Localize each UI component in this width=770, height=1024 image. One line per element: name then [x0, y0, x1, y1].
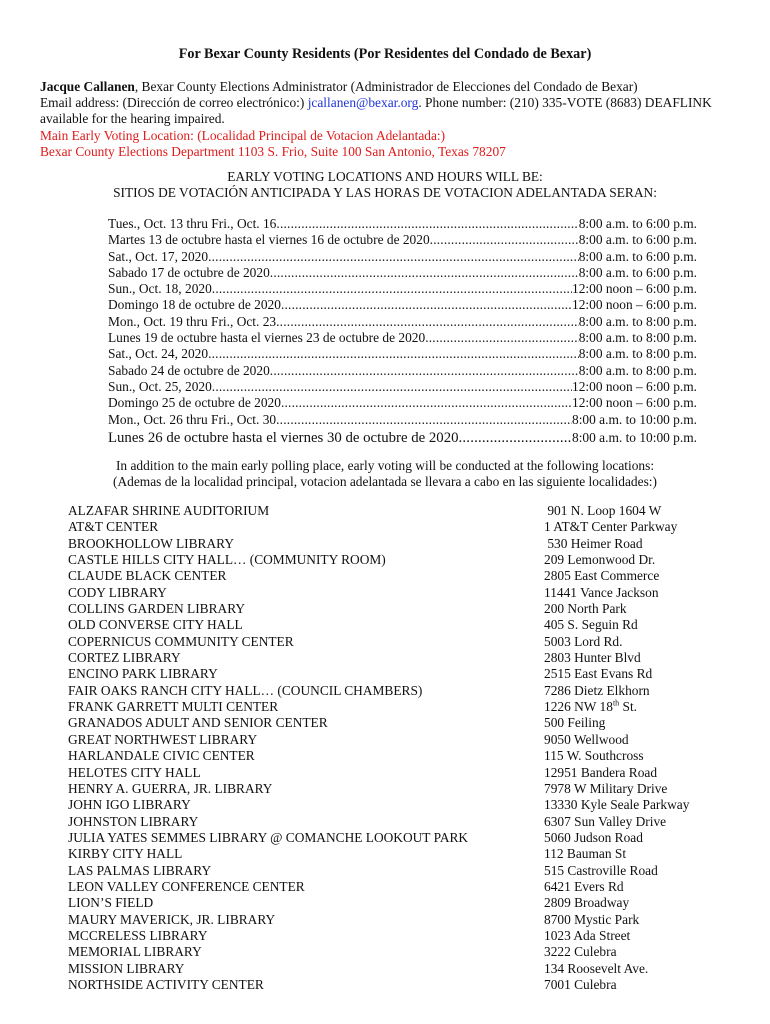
- location-name: HELOTES CITY HALL: [68, 764, 201, 780]
- location-address: 11441 Vance Jackson: [544, 584, 659, 600]
- schedule-row: [108, 232, 697, 248]
- location-name: NORTHSIDE ACTIVITY CENTER: [68, 976, 264, 992]
- contact-line: [40, 95, 745, 111]
- location-name: CASTLE HILLS CITY HALL… (COMMUNITY ROOM): [68, 552, 386, 568]
- location-row: [68, 650, 698, 666]
- schedule-date: Tues., Oct. 13 thru Fri., Oct. 16: [108, 216, 277, 231]
- location-address: 8700 Mystic Park: [544, 911, 640, 927]
- location-address: 209 Lemonwood Dr.: [544, 552, 656, 568]
- location-row: [68, 601, 698, 617]
- schedule-hours: 8:00 a.m. to 6:00 p.m.: [578, 216, 697, 231]
- location-row: [68, 846, 698, 862]
- phone-text-continued: available for the hearing impaired.: [40, 111, 225, 127]
- schedule-row: [108, 216, 697, 232]
- location-address: 500 Feiling: [544, 715, 606, 731]
- location-name: COLLINS GARDEN LIBRARY: [68, 601, 246, 617]
- location-name: JOHNSTON LIBRARY: [68, 813, 199, 829]
- location-row: [68, 666, 698, 682]
- location-address: 2515 East Evans Rd: [544, 666, 653, 682]
- location-address: 7978 W Military Drive: [544, 780, 668, 796]
- schedule-row: [108, 363, 697, 379]
- location-name: GREAT NORTHWEST LIBRARY: [68, 731, 258, 747]
- location-address: 5060 Judson Road: [544, 829, 643, 845]
- location-address: 1 AT&T Center Parkway: [544, 519, 678, 535]
- schedule-row: [108, 395, 697, 411]
- location-address: 901 N. Loop 1604 W: [544, 503, 662, 518]
- locations-list: [68, 503, 698, 993]
- page-title: For Bexar County Residents (Por Residentes del Condado de Bexar): [178, 46, 592, 62]
- schedule-date: Sat., Oct. 17, 2020: [108, 248, 209, 264]
- phone-text: . Phone number: (210) 335-VOTE (8683) DEAFLINK: [418, 95, 712, 111]
- dot-leader: [459, 430, 573, 446]
- dot-leader: [208, 346, 579, 362]
- heading-spanish: SITIOS DE VOTACIÓN ANTICIPADA Y LAS HORAS DE VOTACION ADELANTADA SERAN:: [113, 185, 657, 201]
- schedule-hours: 12:00 noon – 6:00 p.m.: [572, 395, 697, 411]
- location-address: 7286 Dietz Elkhorn: [544, 682, 650, 698]
- schedule-hours: 12:00 noon – 6:00 p.m.: [572, 281, 697, 297]
- location-name: JOHN IGO LIBRARY: [68, 797, 191, 813]
- location-row: [68, 863, 698, 879]
- schedule-date: Mon., Oct. 26 thru Fri., Oct. 30: [108, 411, 277, 427]
- location-name: FRANK GARRETT MULTI CENTER: [68, 699, 279, 715]
- schedule-date: Sat., Oct. 24, 2020: [108, 346, 209, 362]
- schedule-date: Sun., Oct. 18, 2020: [108, 281, 212, 297]
- dot-leader: [270, 363, 579, 379]
- dot-leader: [212, 281, 572, 297]
- location-row: [68, 748, 698, 764]
- schedule-hours: 8:00 a.m. to 10:00 p.m.: [572, 430, 697, 446]
- schedule-date: Lunes 26 de octubre hasta el viernes 30 de octubre de 2020: [108, 430, 459, 447]
- dot-leader: [208, 249, 579, 265]
- location-name: LAS PALMAS LIBRARY: [68, 862, 212, 878]
- schedule-row: [108, 249, 697, 265]
- schedule-list: [108, 216, 697, 449]
- schedule-date: Sabado 17 de octubre de 2020: [108, 264, 270, 280]
- location-row: [68, 552, 698, 568]
- location-name: OLD CONVERSE CITY HALL: [68, 617, 243, 633]
- location-address: 515 Castroville Road: [544, 862, 658, 878]
- schedule-row: [108, 297, 697, 313]
- dot-leader: [270, 265, 579, 281]
- location-row: [68, 585, 698, 601]
- email-label: Email address: (Dirección de correo electrónico:): [40, 95, 308, 111]
- location-row: [68, 617, 698, 633]
- location-address: 2809 Broadway: [544, 895, 630, 911]
- dot-leader: [276, 314, 579, 330]
- location-name: JULIA YATES SEMMES LIBRARY @ COMANCHE LOOKOUT PARK: [68, 829, 469, 845]
- dot-leader: [430, 232, 579, 248]
- location-address: 7001 Culebra: [544, 976, 617, 992]
- location-name: COPERNICUS COMMUNITY CENTER: [68, 633, 294, 649]
- location-name: HENRY A. GUERRA, JR. LIBRARY: [68, 780, 273, 796]
- schedule-row: [108, 346, 697, 362]
- location-address: 9050 Wellwood: [544, 731, 629, 747]
- location-row: [68, 732, 698, 748]
- location-name: CLAUDE BLACK CENTER: [68, 568, 227, 584]
- location-address: 1023 Ada Street: [544, 927, 631, 943]
- schedule-date: Lunes 19 de octubre hasta el viernes 23 de octubre de 2020: [108, 330, 426, 346]
- dot-leader: [425, 330, 579, 346]
- schedule-hours: 8:00 a.m. to 6:00 p.m.: [578, 248, 697, 264]
- dot-leader: [281, 297, 572, 313]
- location-address: 1226 NW 18th St.: [544, 698, 638, 715]
- location-row: [68, 879, 698, 895]
- schedule-hours: 8:00 a.m. to 10:00 p.m.: [572, 411, 697, 427]
- location-row: [68, 503, 698, 519]
- location-address: 134 Roosevelt Ave.: [544, 960, 649, 976]
- location-name: FAIR OAKS RANCH CITY HALL… (COUNCIL CHAMBERS): [68, 682, 423, 698]
- schedule-hours: 8:00 a.m. to 8:00 p.m.: [578, 313, 697, 329]
- dot-leader: [276, 412, 572, 428]
- location-row: [68, 536, 698, 552]
- location-row: [68, 944, 698, 960]
- schedule-row: [108, 330, 697, 346]
- location-name: CODY LIBRARY: [68, 584, 167, 600]
- location-row: [68, 765, 698, 781]
- admin-role: , Bexar County Elections Administrator (Administrador de Elecciones del Condado de Bexar): [134, 79, 638, 94]
- schedule-date: Sabado 24 de octubre de 2020: [108, 362, 270, 378]
- location-address: 6307 Sun Valley Drive: [544, 813, 667, 829]
- location-row: [68, 781, 698, 797]
- admin-name: Jacque Callanen: [40, 79, 135, 94]
- location-name: GRANADOS ADULT AND SENIOR CENTER: [68, 715, 328, 731]
- location-name: LION’S FIELD: [68, 895, 154, 911]
- schedule-hours: 12:00 noon – 6:00 p.m.: [572, 378, 697, 394]
- location-name: ENCINO PARK LIBRARY: [68, 666, 218, 682]
- additional-locations-note: [0, 458, 770, 491]
- location-row: [68, 634, 698, 650]
- location-name: MCCRELESS LIBRARY: [68, 927, 208, 943]
- schedule-hours: 8:00 a.m. to 8:00 p.m.: [578, 346, 697, 362]
- location-row: [68, 683, 698, 699]
- dot-leader: [276, 216, 578, 232]
- schedule-hours: 12:00 noon – 6:00 p.m.: [572, 297, 697, 313]
- schedule-date: Mon., Oct. 19 thru Fri., Oct. 23: [108, 313, 277, 329]
- location-row: [68, 519, 698, 535]
- location-row: [68, 699, 698, 715]
- location-row: [68, 928, 698, 944]
- location-row: [68, 977, 698, 993]
- location-name: AT&T CENTER: [68, 519, 159, 535]
- location-row: [68, 961, 698, 977]
- location-name: HARLANDALE CIVIC CENTER: [68, 748, 255, 764]
- location-address: 2805 East Commerce: [544, 568, 660, 584]
- heading-english: EARLY VOTING LOCATIONS AND HOURS WILL BE:: [227, 169, 543, 184]
- location-address: 13330 Kyle Seale Parkway: [544, 797, 690, 813]
- location-name: LEON VALLEY CONFERENCE CENTER: [68, 878, 305, 894]
- early-voting-heading: [0, 169, 770, 202]
- location-name: MAURY MAVERICK, JR. LIBRARY: [68, 911, 276, 927]
- schedule-row: [108, 379, 697, 395]
- intro-block: [40, 79, 745, 160]
- location-row: [68, 568, 698, 584]
- schedule-date: Sun., Oct. 25, 2020: [108, 378, 212, 394]
- location-row: [68, 814, 698, 830]
- location-name: KIRBY CITY HALL: [68, 846, 183, 862]
- location-address: 12951 Bandera Road: [544, 764, 658, 780]
- location-address: 115 W. Southcross: [544, 748, 644, 764]
- schedule-date: Domingo 25 de octubre de 2020: [108, 395, 281, 411]
- location-name: CORTEZ LIBRARY: [68, 650, 181, 666]
- schedule-date: Domingo 18 de octubre de 2020: [108, 297, 281, 313]
- location-address: 3222 Culebra: [544, 944, 617, 960]
- main-location-label: Main Early Voting Location: (Localidad Principal de Votacion Adelantada:): [40, 127, 446, 143]
- dot-leader: [212, 379, 572, 395]
- schedule-hours: 8:00 a.m. to 6:00 p.m.: [578, 264, 697, 280]
- note-english: In addition to the main early polling place, early voting will be conducted at the following locations:: [115, 458, 655, 473]
- location-address: 200 North Park: [544, 601, 627, 617]
- location-name: ALZAFAR SHRINE AUDITORIUM: [68, 503, 270, 518]
- location-address: 530 Heimer Road: [544, 535, 643, 551]
- dot-leader: [281, 395, 572, 411]
- schedule-row: [108, 265, 697, 281]
- location-row: [68, 830, 698, 846]
- schedule-hours: 8:00 a.m. to 8:00 p.m.: [578, 362, 697, 378]
- schedule-hours: 8:00 a.m. to 8:00 p.m.: [578, 330, 697, 346]
- location-address: 112 Bauman St: [544, 846, 627, 862]
- schedule-row: [108, 428, 697, 449]
- location-row: [68, 797, 698, 813]
- note-spanish: (Ademas de la localidad principal, votacion adelantada se llevara a cabo en las siguiente localidades:): [113, 474, 657, 490]
- location-name: MISSION LIBRARY: [68, 960, 185, 976]
- location-address: 405 S. Seguin Rd: [544, 617, 638, 633]
- schedule-date: Martes 13 de octubre hasta el viernes 16 de octubre de 2020: [108, 232, 430, 248]
- schedule-row: [108, 314, 697, 330]
- location-address: 2803 Hunter Blvd: [544, 650, 641, 666]
- location-row: [68, 912, 698, 928]
- email-link[interactable]: jcallanen@bexar.org: [307, 95, 419, 111]
- location-address: 6421 Evers Rd: [544, 878, 624, 894]
- location-name: MEMORIAL LIBRARY: [68, 944, 202, 960]
- schedule-row: [108, 412, 697, 428]
- ordinal-suffix: th: [612, 698, 620, 708]
- schedule-hours: 8:00 a.m. to 6:00 p.m.: [578, 232, 697, 248]
- schedule-row: [108, 281, 697, 297]
- admin-line: [40, 79, 745, 95]
- location-name: BROOKHOLLOW LIBRARY: [68, 535, 235, 551]
- main-location-address: Bexar County Elections Department 1103 S. Frio, Suite 100 San Antonio, Texas 78207: [40, 143, 506, 159]
- location-row: [68, 895, 698, 911]
- location-address: 5003 Lord Rd.: [544, 633, 623, 649]
- location-row: [68, 715, 698, 731]
